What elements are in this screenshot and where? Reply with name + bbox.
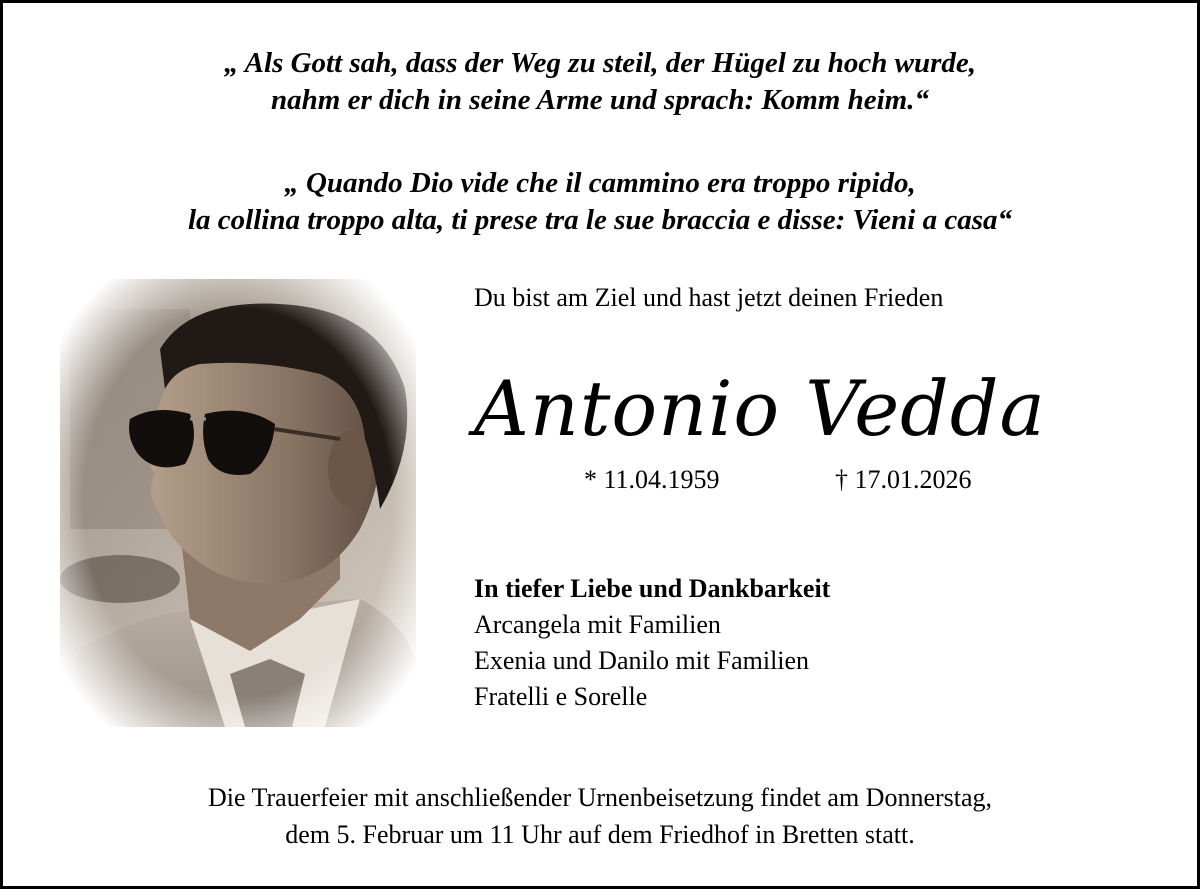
italian-quote-line: „ Quando Dio vide che il cammino era troppo ripido, — [284, 167, 916, 199]
italian-quote — [3, 165, 1197, 239]
death-date: † 17.01.2026 — [835, 465, 972, 494]
portrait-photo — [60, 279, 416, 727]
german-quote — [3, 45, 1197, 119]
epigraph: Du bist am Ziel und hast jetzt deinen Frieden — [474, 283, 944, 312]
mourners-heading: In tiefer Liebe und Dankbarkeit — [474, 574, 831, 603]
italian-quote-line: la collina troppo alta, ti prese tra le sue braccia e disse: Vieni a casa“ — [187, 204, 1013, 236]
birth-date: * 11.04.1959 — [584, 465, 720, 494]
mourner-name: Exenia und Danilo mit Familien — [474, 646, 810, 675]
german-quote-line: „ Als Gott sah, dass der Weg zu steil, der Hügel zu hoch wurde, — [224, 47, 976, 79]
ceremony-line: Die Trauerfeier mit anschließender Urnenbeisetzung findet am Donnerstag, — [207, 783, 993, 812]
german-quote-line: nahm er dich in seine Arme und sprach: Komm heim.“ — [271, 84, 929, 116]
ceremony-details — [3, 779, 1197, 853]
mourners-block — [474, 571, 830, 715]
mourner-name: Arcangela mit Familien — [474, 610, 721, 639]
ceremony-line: dem 5. Februar um 11 Uhr auf dem Friedhof in Bretten statt. — [285, 820, 915, 849]
mourner-name: Fratelli e Sorelle — [474, 682, 648, 711]
deceased-name: Antonio Vedda — [474, 364, 1046, 453]
